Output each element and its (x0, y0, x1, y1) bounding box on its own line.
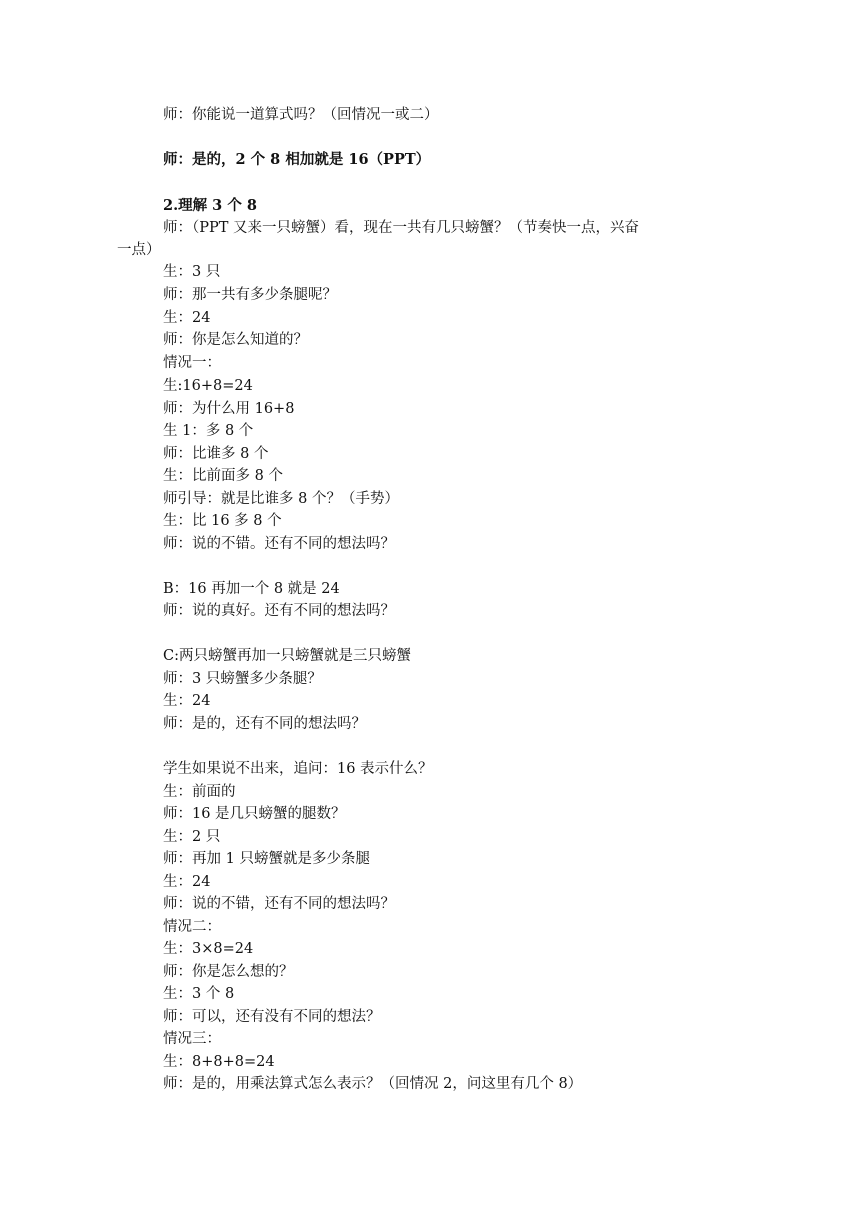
text-line: 师：说的真好。还有不同的想法吗？ (163, 603, 395, 619)
text-line: 生：3 只 (163, 264, 221, 280)
text-line: 师：那一共有多少条腿呢？ (163, 287, 337, 303)
text-line: 师：是的，用乘法算式怎么表示？（回情况 2，问这里有几个 8） (163, 1076, 583, 1092)
text-line: 师：说的不错。还有不同的想法吗？ (163, 536, 395, 552)
text-line: 生：前面的 (163, 784, 236, 800)
text-line: 情况二： (163, 919, 221, 935)
text-line: 生：3 个 8 (163, 986, 235, 1002)
text-line: 师：你是怎么知道的？ (163, 332, 308, 348)
text-line: 2.理解 3 个 8 (163, 197, 257, 214)
text-line: 情况三： (163, 1031, 221, 1047)
text-line: 生：3×8=24 (163, 941, 254, 957)
text-line: 生：24 (163, 693, 211, 709)
text-line: 师：你是怎么想的？ (163, 964, 294, 980)
text-line: 学生如果说不出来，追问：16 表示什么？ (163, 761, 433, 777)
text-line: 生：24 (163, 874, 211, 890)
text-line: B：16 再加一个 8 就是 24 (163, 581, 340, 597)
text-line: 师：是的，2 个 8 相加就是 16（PPT） (163, 151, 431, 168)
text-line: 生 1：多 8 个 (163, 423, 254, 439)
text-line: 师：为什么用 16+8 (163, 401, 295, 417)
text-line: 生：8+8+8=24 (163, 1054, 275, 1070)
text-line: 师：再加 1 只螃蟹就是多少条腿 (163, 851, 370, 867)
text-line: 师：可以，还有没有不同的想法？ (163, 1009, 381, 1025)
text-line: 师：（PPT 又来一只螃蟹）看，现在一共有几只螃蟹？（节奏快一点，兴奋 (163, 220, 640, 236)
text-line: 生：比前面多 8 个 (163, 468, 283, 484)
text-line: 生：2 只 (163, 829, 221, 845)
text-line: 生：比 16 多 8 个 (163, 513, 282, 529)
text-line: 一点） (117, 242, 161, 258)
text-line: 生:16+8=24 (163, 378, 253, 394)
text-line: C:两只螃蟹再加一只螃蟹就是三只螃蟹 (163, 648, 411, 664)
text-line: 师引导：就是比谁多 8 个？（手势） (163, 491, 399, 507)
text-line: 情况一： (163, 355, 221, 371)
text-line: 师：你能说一道算式吗？（回情况一或二） (163, 107, 439, 123)
text-line: 师：16 是几只螃蟹的腿数？ (163, 806, 346, 822)
text-line: 师：3 只螃蟹多少条腿？ (163, 671, 322, 687)
text-line: 师：比谁多 8 个 (163, 446, 269, 462)
text-line: 师：是的，还有不同的想法吗？ (163, 716, 366, 732)
text-line: 师：说的不错，还有不同的想法吗？ (163, 896, 395, 912)
text-line: 生：24 (163, 310, 211, 326)
